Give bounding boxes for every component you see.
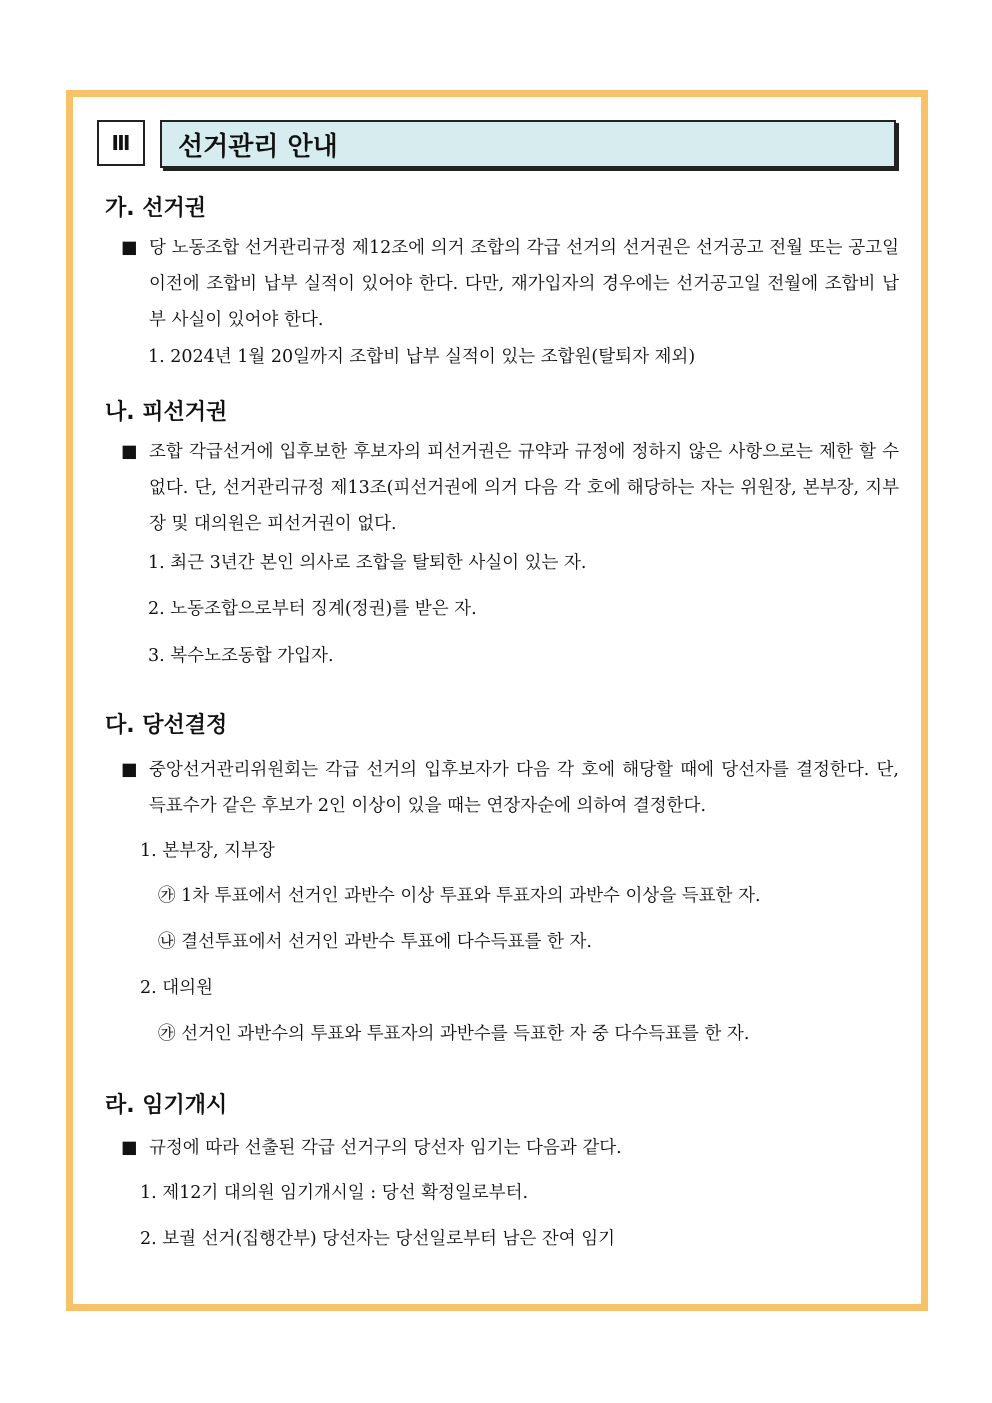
section-ga-text: 당 노동조합 선거관리규정 제12조에 의거 조합의 각급 선거의 선거권은 선거공고 전월 또는 공고일 이전에 조합비 납부 실적이 있어야 한다. 다만, 재가입자의 경우에는 선거공고일 전월에 조합비 납부 사실이 있어야 한다. — [149, 238, 899, 330]
section-na-item-2: 2. 노동조합으로부터 징계(정권)를 받은 자. — [148, 599, 477, 619]
section-da-item-2a: ㉮ 선거인 과반수의 투표와 투표자의 과반수를 득표한 자 중 다수득표를 한 자. — [158, 1024, 750, 1044]
section-ra-paragraph — [121, 1130, 899, 1166]
section-ra-item-2: 2. 보궐 선거(집행간부) 당선자는 당선일로부터 남은 잔여 임기 — [140, 1229, 616, 1249]
bullet-icon: ■ — [121, 760, 138, 780]
section-title-ga: 가. 선거권 — [105, 196, 207, 221]
section-da-item-1a: ㉮ 1차 투표에서 선거인 과반수 이상 투표와 투표자의 과반수 이상을 득표한 자. — [158, 886, 761, 906]
chapter-number: Ⅲ — [97, 120, 145, 166]
section-title-ra: 라. 임기개시 — [105, 1093, 228, 1118]
bullet-icon: ■ — [121, 1138, 138, 1158]
section-na-text: 조합 각급선거에 입후보한 후보자의 피선거권은 규약과 규정에 정하지 않은 사항으로는 제한 할 수 없다. 단, 선거관리규정 제13조(피선거권에 의거 다음 각 호에 해당하는 자는 위원장, 본부장, 지부장 및 대의원은 피선거권이 없다. — [149, 442, 899, 534]
section-da-item-1b: ㉯ 결선투표에서 선거인 과반수 투표에 다수득표를 한 자. — [158, 932, 592, 952]
section-ga-paragraph — [121, 230, 899, 338]
section-da-text: 중앙선거관리위원회는 각급 선거의 입후보자가 다음 각 호에 해당할 때에 당선자를 결정한다. 단, 득표수가 같은 후보가 2인 이상이 있을 때는 연장자순에 의하여 결정한다. — [149, 760, 899, 816]
section-da-paragraph — [121, 752, 899, 824]
section-da-item-2: 2. 대의원 — [140, 978, 213, 998]
section-na-paragraph — [121, 434, 899, 542]
section-na-item-1: 1. 최근 3년간 본인 의사로 조합을 탈퇴한 사실이 있는 자. — [148, 553, 587, 573]
bullet-icon: ■ — [121, 442, 138, 462]
section-title-na: 나. 피선거권 — [105, 400, 228, 425]
section-ra-text: 규정에 따라 선출된 각급 선거구의 당선자 임기는 다음과 같다. — [149, 1138, 622, 1158]
section-ga-item-1: 1. 2024년 1월 20일까지 조합비 납부 실적이 있는 조합원(탈퇴자 제외) — [148, 347, 696, 367]
page-title-text: 선거관리 안내 — [178, 131, 338, 162]
section-ra-item-1: 1. 제12기 대의원 임기개시일 : 당선 확정일로부터. — [140, 1183, 529, 1203]
section-title-da: 다. 당선결정 — [105, 713, 228, 738]
bullet-icon: ■ — [121, 238, 138, 258]
page-title — [160, 120, 896, 168]
section-da-item-1: 1. 본부장, 지부장 — [140, 841, 275, 861]
section-na-item-3: 3. 복수노조동합 가입자. — [148, 646, 334, 666]
